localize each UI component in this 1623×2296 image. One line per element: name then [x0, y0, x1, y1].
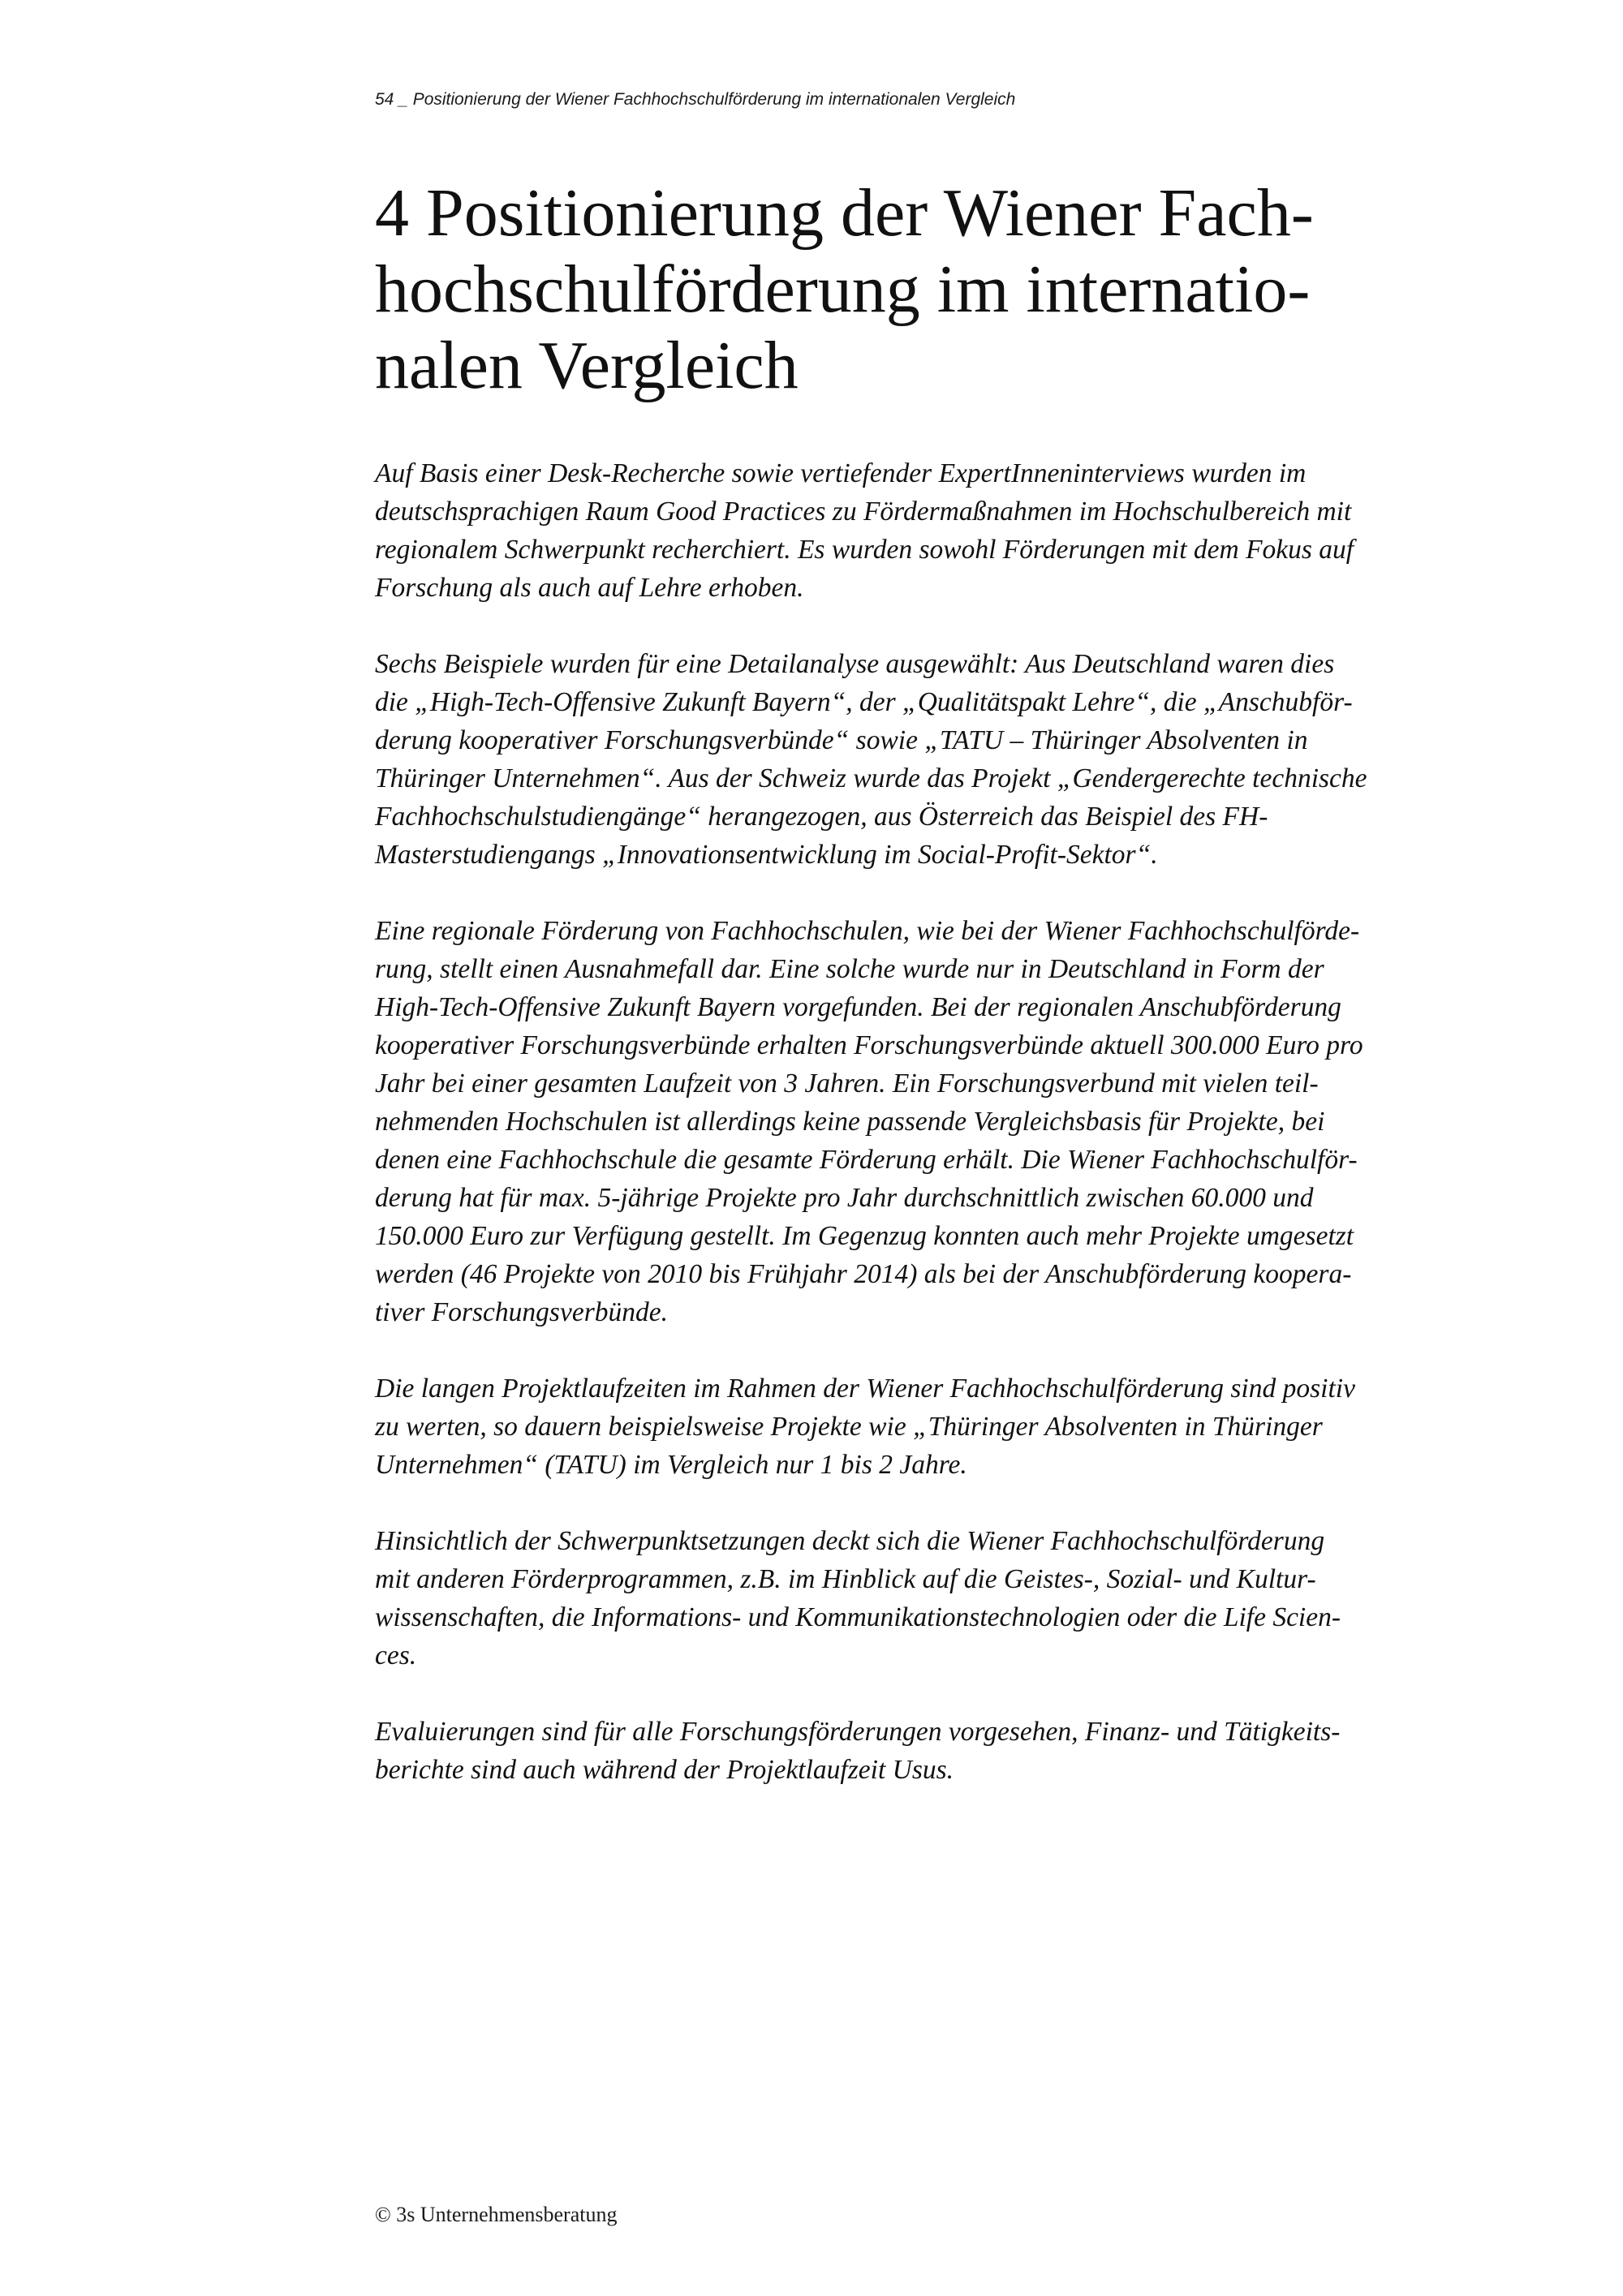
- footer-copyright: © 3s Unternehmensberatung: [375, 2203, 618, 2226]
- text-line: High-Tech-Offensive Zukunft Bayern vorgefunden. Bei der regionalen Anschubförderung: [375, 992, 1341, 1022]
- text-line: Thüringer Unternehmen“. Aus der Schweiz wurde das Projekt „Gendergerechte technische: [375, 763, 1367, 793]
- paragraph-regional-funding: [375, 912, 1495, 1331]
- text-line: Eine regionale Förderung von Fachhochschulen, wie bei der Wiener Fachhochschulförde-: [375, 916, 1360, 946]
- text-line: Auf Basis einer Desk-Recherche sowie vertiefender ExpertInneninterviews wurden im: [375, 458, 1307, 488]
- text-line: tiver Forschungsverbünde.: [375, 1297, 668, 1327]
- text-line: Die langen Projektlaufzeiten im Rahmen der Wiener Fachhochschulförderung sind positiv: [375, 1374, 1355, 1404]
- text-line: zu werten, so dauern beispielsweise Projekte wie „Thüringer Absolventen in Thüringer: [375, 1412, 1323, 1442]
- chapter-title-line: hochschulförderung im internatio-: [375, 252, 1311, 327]
- paragraph-focus-areas: [375, 1522, 1495, 1675]
- chapter-title-line: 4 Positionierung der Wiener Fach-: [375, 175, 1314, 251]
- running-header: 54 _ Positionierung der Wiener Fachhochschulförderung im internationalen Vergleich: [375, 90, 1016, 109]
- text-line: wissenschaften, die Informations- und Kommunikationstechnologien oder die Life Scien-: [375, 1602, 1341, 1632]
- chapter-title: [375, 175, 1511, 404]
- text-line: Unternehmen“ (TATU) im Vergleich nur 1 bis 2 Jahre.: [375, 1450, 967, 1480]
- text-line: rung, stellt einen Ausnahmefall dar. Eine solche wurde nur in Deutschland in Form der: [375, 954, 1324, 984]
- text-line: mit anderen Förderprogrammen, z.B. im Hinblick auf die Geistes-, Sozial- und Kultur-: [375, 1564, 1316, 1594]
- text-line: Evaluierungen sind für alle Forschungsförderungen vorgesehen, Finanz- und Tätigkeits-: [375, 1717, 1341, 1747]
- paragraph-method: [375, 454, 1495, 607]
- paragraph-evaluation: [375, 1713, 1495, 1789]
- text-line: Sechs Beispiele wurden für eine Detailanalyse ausgewählt: Aus Deutschland waren dies: [375, 649, 1335, 679]
- text-line: Fachhochschulstudiengänge“ herangezogen, aus Österreich das Beispiel des FH-: [375, 802, 1268, 832]
- text-line: werden (46 Projekte von 2010 bis Frühjahr 2014) als bei der Anschubförderung koopera-: [375, 1259, 1352, 1289]
- paragraph-examples: [375, 645, 1495, 874]
- text-line: Masterstudiengangs „Innovationsentwicklung im Social-Profit-Sektor“.: [375, 840, 1158, 870]
- text-line: derung hat für max. 5-jährige Projekte pro Jahr durchschnittlich zwischen 60.000 und: [375, 1183, 1314, 1213]
- text-line: regionalem Schwerpunkt recherchiert. Es wurden sowohl Förderungen mit dem Fokus auf: [375, 535, 1354, 565]
- text-line: Jahr bei einer gesamten Laufzeit von 3 Jahren. Ein Forschungsverbund mit vielen teil-: [375, 1068, 1319, 1099]
- text-line: 150.000 Euro zur Verfügung gestellt. Im Gegenzug konnten auch mehr Projekte umgesetzt: [375, 1221, 1354, 1251]
- paragraph-project-duration: [375, 1369, 1495, 1484]
- text-line: denen eine Fachhochschule die gesamte Förderung erhält. Die Wiener Fachhochschulför-: [375, 1145, 1358, 1175]
- text-line: ces.: [375, 1640, 417, 1670]
- body-text: [375, 454, 1495, 1827]
- text-line: derung kooperativer Forschungsverbünde“ sowie „TATU – Thüringer Absolventen in: [375, 725, 1308, 755]
- text-line: nehmenden Hochschulen ist allerdings keine passende Vergleichsbasis für Projekte, bei: [375, 1107, 1325, 1137]
- text-line: deutschsprachigen Raum Good Practices zu Fördermaßnahmen im Hochschulbereich mit: [375, 497, 1352, 527]
- text-line: Hinsichtlich der Schwerpunktsetzungen deckt sich die Wiener Fachhochschulförderung: [375, 1526, 1325, 1556]
- text-line: die „High-Tech-Offensive Zukunft Bayern“, der „Qualitätspakt Lehre“, die „Anschubför-: [375, 687, 1353, 717]
- text-line: Forschung als auch auf Lehre erhoben.: [375, 573, 804, 603]
- text-line: berichte sind auch während der Projektlaufzeit Usus.: [375, 1755, 954, 1785]
- chapter-title-line: nalen Vergleich: [375, 328, 799, 403]
- text-line: kooperativer Forschungsverbünde erhalten Forschungsverbünde aktuell 300.000 Euro pro: [375, 1030, 1363, 1060]
